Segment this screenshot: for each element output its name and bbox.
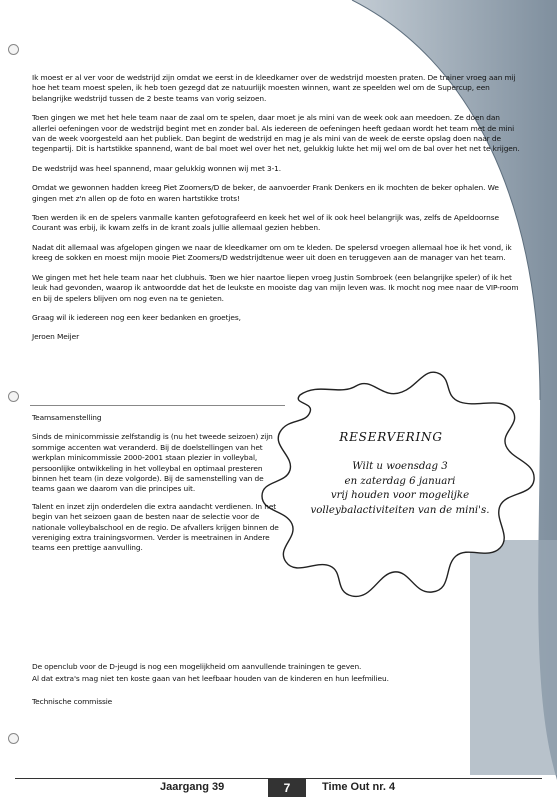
- reservering-line-1: Wilt u woensdag 3: [352, 461, 448, 472]
- page-number: 7: [268, 779, 306, 797]
- article-paragraph-6: Nadat dit allemaal was afgelopen gingen we naar de kleedkamer om om te kleden. De spelersd vroegen allemaal hoe ik het vond, ik kreeg de sokken en moest mijn mooie Piet Zoomers/D wedstrijdtenue weer uit doen en teruggeven aan de manager van het team.: [32, 242, 512, 263]
- team-closing-2: Al dat extra's mag niet ten koste gaan van het leefbaar houden van de kinderen en hun leefmilieu.: [32, 674, 389, 683]
- article-paragraph-2: Toen gingen we met het hele team naar de zaal om te spelen, daar moet je als mini van de week ook aan meedoen. Ze doen dan allerlei oefeningen voor de wedstrijd begint met en zonder bal. Als iedereen de oefeningen heeft gedaan wordt het team met de mini van de week voorgesteld aan het publiek. Dan begint de wedstrijd en mag je als mini van de week de eerste opslag doen naar de tegenpartij. Dit is hartstikke spannend, want de bal moet wel over het net, gelukkig lukte het mij wel om de bal over het net te krijgen.: [32, 113, 520, 154]
- reservering-message: [290, 460, 510, 518]
- article-paragraph-7: We gingen met het hele team naar het clubhuis. Toen we hier naartoe liepen vroeg Justin Sombroek (een belangrijke speler) of ik het leuk had gevonden, waarop ik antwoordde dat het de leukste en mooiste dag van mijn leven was. Ik mocht nog mee naar de VIP-room en bij de spelers blijven om nog even na te genieten.: [32, 272, 519, 303]
- reservering-line-2: en zaterdag 6 januari: [344, 475, 456, 487]
- team-closing-1: De openclub voor de D-jeugd is nog een mogelijkheid om aanvullende trainingen te geven.: [32, 662, 362, 671]
- article-paragraph-5: Toen werden ik en de spelers vanmalle kanten gefotografeerd en keek het wel of ik ook heel belangrijk was, zelfs de Apeldoornse Courant was erbij, ik kwam zelfs in de krant zoals jullie allemaal gezien hebben.: [32, 213, 499, 233]
- team-paragraph-1: Sinds de minicommissie zelfstandig is (nu het tweede seizoen) zijn sommige accenten wat veranderd. Bij de doelstellingen van het werkplan minicommissie 2000-2001 staan plezier in volleybal, persoonlijke ontwikkeling in het volleybal en optimaal presteren binnen het team (in deze volgorde). Bij de samenstelling van de teams gaan we daarom van die principes uit.: [32, 432, 273, 494]
- reservering-line-3: vrij houden voor mogelijke: [330, 490, 470, 502]
- article-paragraph-3: De wedstrijd was heel spannend, maar gelukkig wonnen wij met 3-1.: [32, 163, 282, 173]
- article-body: [32, 73, 522, 352]
- team-signature: Technische commissie: [32, 697, 113, 706]
- punch-hole-bottom: [8, 733, 19, 744]
- section-divider: [30, 405, 285, 406]
- team-paragraph-2: Talent en inzet zijn onderdelen die extra aandacht verdienen. In het begin van het seizoen gaan de besten naar de selectie voor de nationale volleybalschool en de regio. De afvallers krijgen binnen de vereniging extra trainingsvormen. Verder is meetrainen in Andere teams een prettige aanvulling.: [32, 501, 279, 553]
- punch-hole-middle: [8, 391, 19, 402]
- team-heading: Teamsamenstelling: [32, 413, 102, 422]
- article-paragraph-4: Omdat we gewonnen hadden kreeg Piet Zoomers/D de beker, de aanvoerder Frank Denkers en ik mochten de beker ophalen. We gingen met z'n allen op de foto en waren hartstikke trots!: [32, 183, 499, 203]
- article-signature: Jeroen Meijer: [32, 332, 80, 342]
- reservering-title: RESERVERING: [339, 430, 443, 444]
- footer-volume: Jaargang 39: [160, 781, 225, 793]
- punch-hole-top: [8, 44, 19, 55]
- team-section: [32, 413, 282, 561]
- article-paragraph-1: Ik moest er al ver voor de wedstrijd zijn omdat we eerst in de kleedkamer over de wedstrijd moesten praten. De trainer vroeg aan mij hoe het team moest spelen, ik heb toen gezegd dat ze natuurlijk moesten winnen, want ze speelden wel om de Supercup, een belangrijke wedstrijd tussen de 2 beste teams van vorig seizoen.: [32, 73, 516, 103]
- reservering-line-4: volleybalactiviteiten van de mini's.: [310, 504, 490, 516]
- article-paragraph-8: Graag wil ik iedereen nog een keer bedanken en groetjes,: [32, 312, 241, 322]
- footer-issue: Time Out nr. 4: [322, 781, 396, 793]
